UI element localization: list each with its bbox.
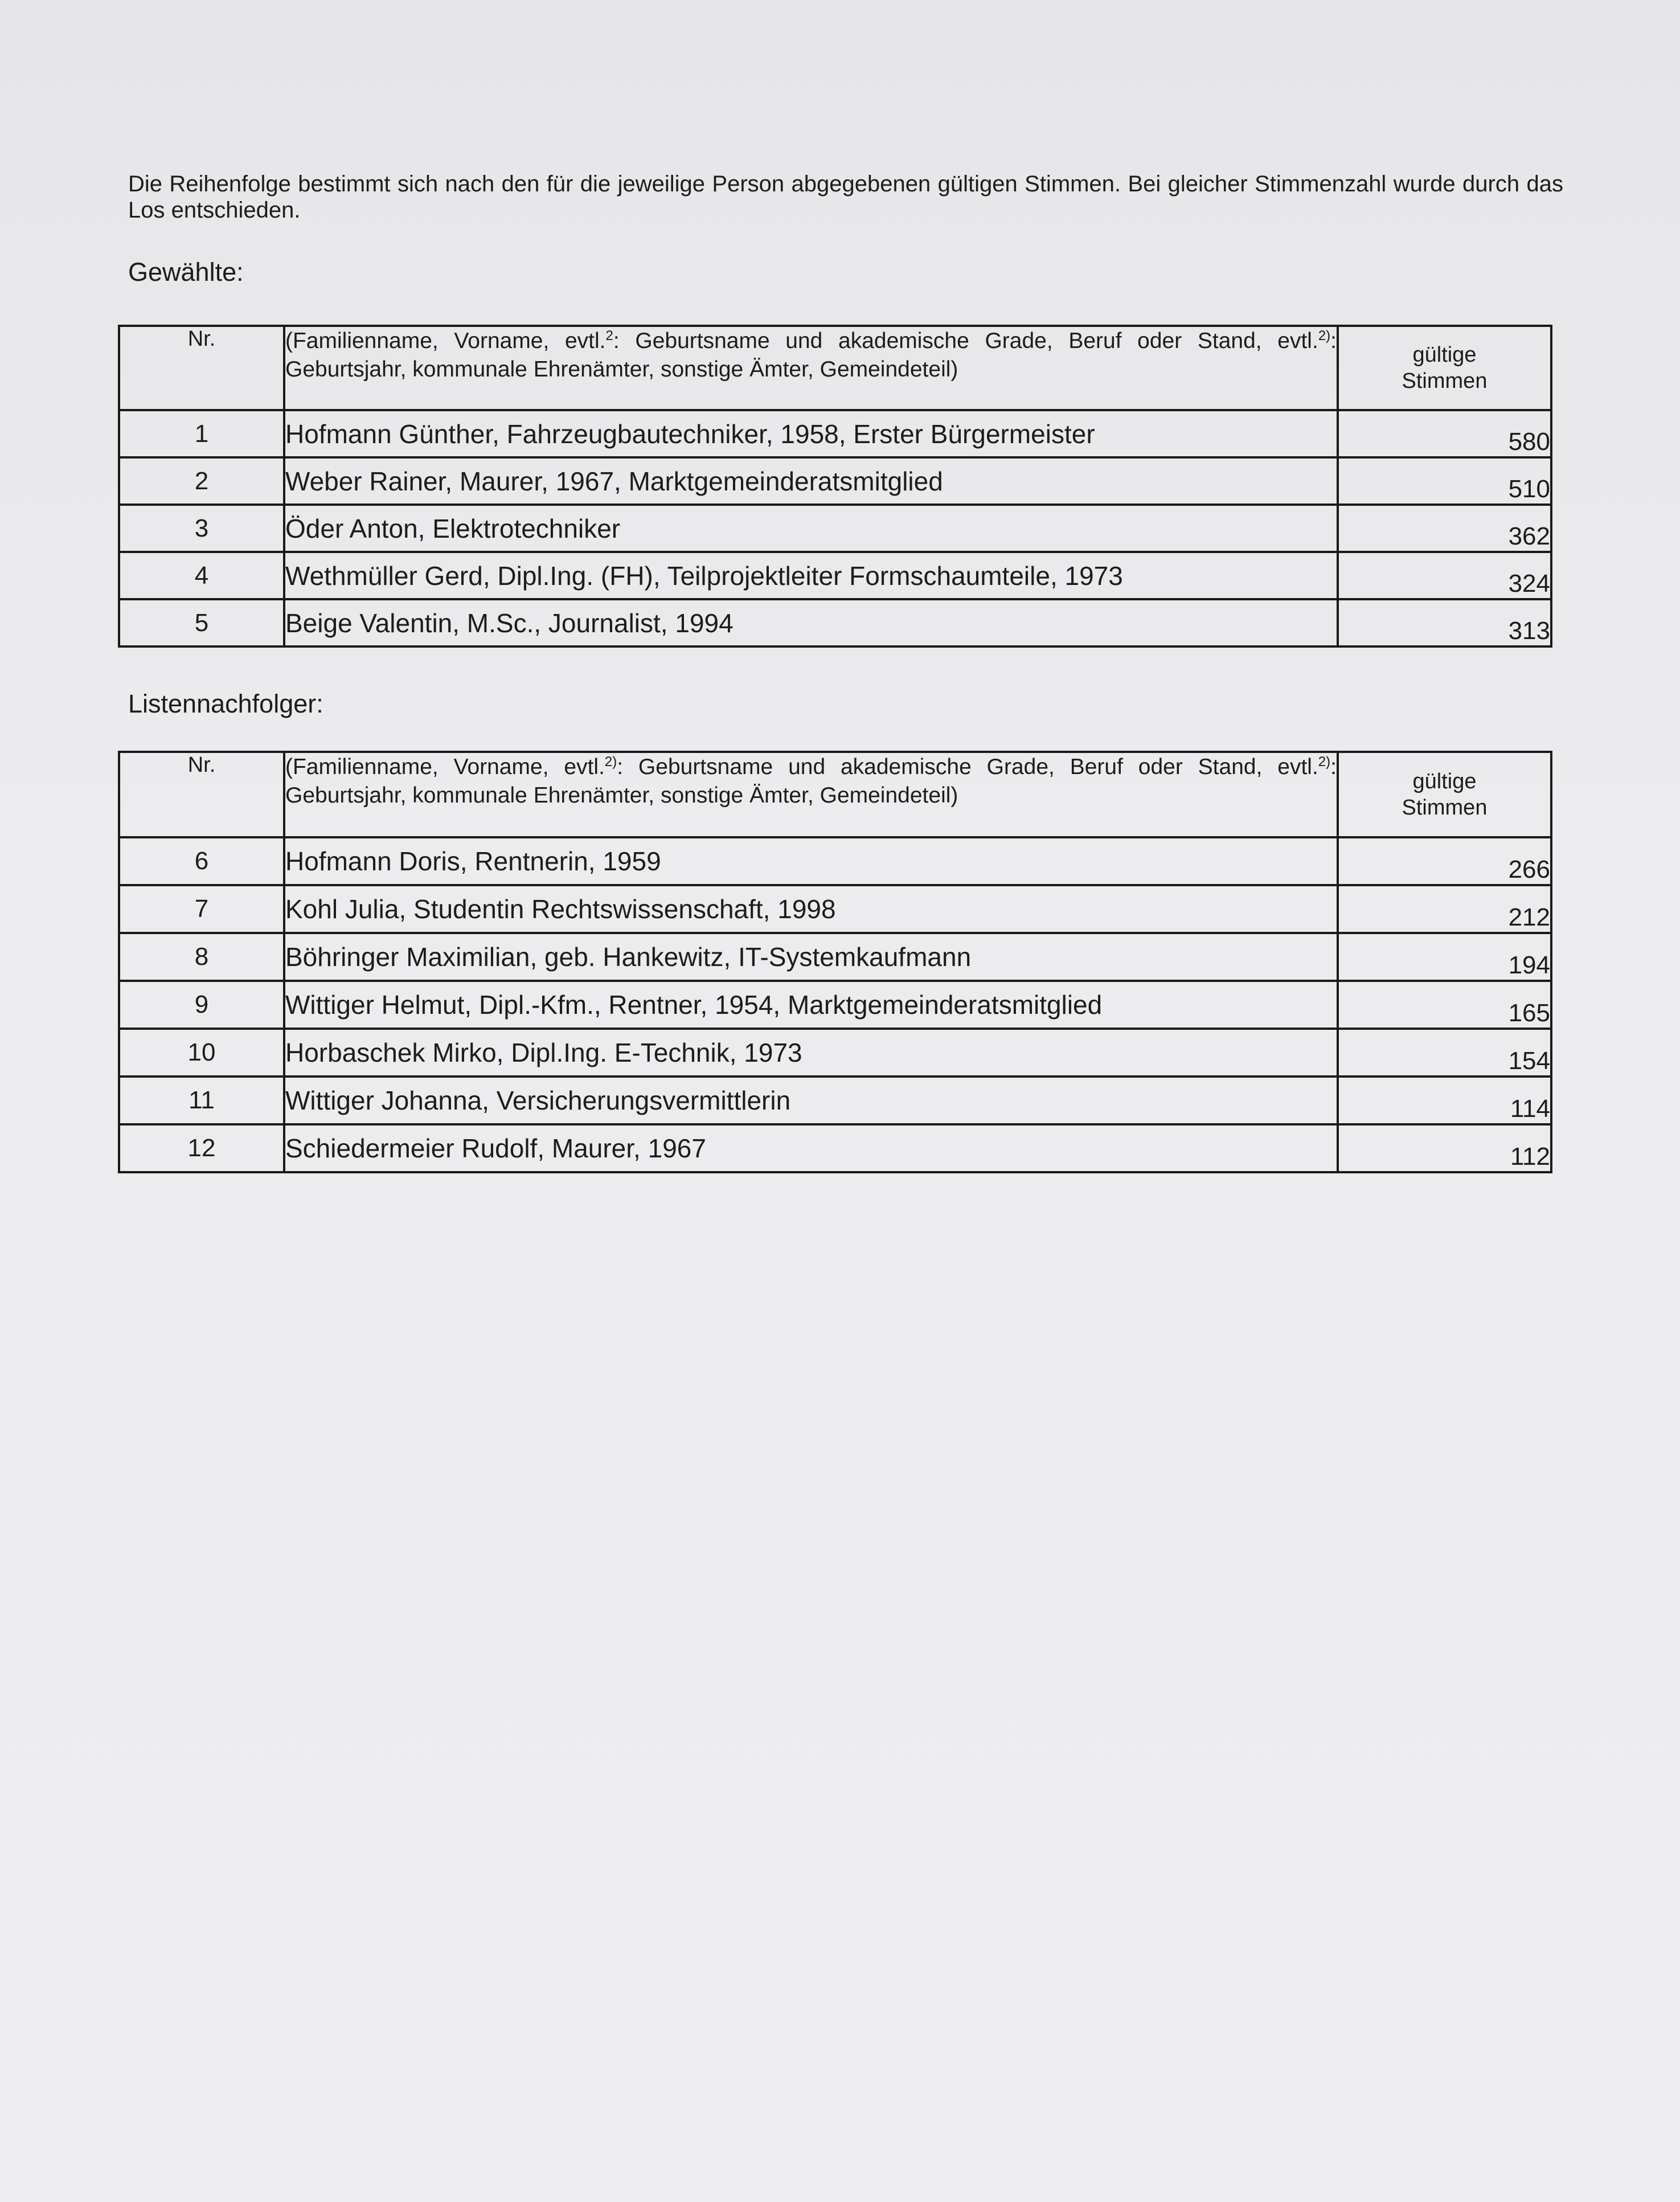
candidate-description: Wethmüller Gerd, Dipl.Ing. (FH), Teilprojektleiter Formschaumteile, 1973 xyxy=(284,552,1338,599)
row-number: 4 xyxy=(119,552,284,599)
table-row xyxy=(119,552,1551,599)
valid-votes: 154 xyxy=(1338,1029,1551,1077)
row-number: 8 xyxy=(119,933,284,981)
candidate-description: Schiedermeier Rudolf, Maurer, 1967 xyxy=(284,1124,1338,1172)
header-votes-line2: Stimmen xyxy=(1402,369,1488,393)
valid-votes: 510 xyxy=(1338,457,1551,505)
table-header-row xyxy=(119,326,1551,410)
intro-paragraph: Die Reihenfolge bestimmt sich nach den für die jeweilige Person abgegebenen gültigen Stimmen. Bei gleicher Stimmenzahl wurde durch das Los entschieden. xyxy=(128,171,1563,223)
header-name-part1: (Familienname, Vorname, evtl. xyxy=(285,329,606,353)
footnote-marker: 2 xyxy=(605,328,613,343)
valid-votes: 580 xyxy=(1338,410,1551,457)
header-nr: Nr. xyxy=(119,326,284,410)
successor-table xyxy=(118,751,1552,1173)
table-row xyxy=(119,505,1551,552)
section-title-gewaehlte: Gewählte: xyxy=(128,257,244,286)
candidate-description: Weber Rainer, Maurer, 1967, Marktgemeinderatsmitglied xyxy=(284,457,1338,505)
row-number: 12 xyxy=(119,1124,284,1172)
header-name-description xyxy=(284,326,1338,410)
candidate-description: Beige Valentin, M.Sc., Journalist, 1994 xyxy=(284,599,1338,646)
candidate-description: Böhringer Maximilian, geb. Hankewitz, IT-Systemkaufmann xyxy=(284,933,1338,981)
table-row xyxy=(119,1077,1551,1124)
valid-votes: 114 xyxy=(1338,1077,1551,1124)
table-row xyxy=(119,1029,1551,1077)
table-row xyxy=(119,599,1551,646)
candidate-description: Hofmann Günther, Fahrzeugbautechniker, 1958, Erster Bürgermeister xyxy=(284,410,1338,457)
valid-votes: 266 xyxy=(1338,837,1551,885)
table-header-row xyxy=(119,752,1551,837)
header-votes xyxy=(1338,326,1551,410)
elected-table xyxy=(118,325,1552,648)
valid-votes: 165 xyxy=(1338,981,1551,1029)
row-number: 10 xyxy=(119,1029,284,1077)
valid-votes: 112 xyxy=(1338,1124,1551,1172)
section-title-listennachfolger: Listennachfolger: xyxy=(128,689,323,718)
row-number: 5 xyxy=(119,599,284,646)
elected-table-body xyxy=(119,410,1551,646)
candidate-description: Kohl Julia, Studentin Rechtswissenschaft, 1998 xyxy=(284,885,1338,933)
header-name-part1: (Familienname, Vorname, evtl. xyxy=(285,755,605,779)
footnote-marker: 2) xyxy=(1318,328,1331,343)
table-row xyxy=(119,981,1551,1029)
table-row xyxy=(119,933,1551,981)
table-row xyxy=(119,885,1551,933)
footnote-marker: 2) xyxy=(604,754,617,770)
row-number: 2 xyxy=(119,457,284,505)
row-number: 11 xyxy=(119,1077,284,1124)
row-number: 6 xyxy=(119,837,284,885)
footnote-marker: 2) xyxy=(1318,754,1331,770)
successor-table-body xyxy=(119,837,1551,1172)
header-votes-line1: gültige xyxy=(1412,343,1477,367)
table-row xyxy=(119,457,1551,505)
header-name-part3: : Geburtsjahr, kommunale Ehrenämter, sonstige Ämter, Gemeindeteil) xyxy=(285,755,1337,808)
candidate-description: Wittiger Helmut, Dipl.-Kfm., Rentner, 1954, Marktgemeinderatsmitglied xyxy=(284,981,1338,1029)
header-name-part2: : Geburtsname und akademische Grade, Beruf oder Stand, evtl. xyxy=(613,329,1318,353)
table-row xyxy=(119,1124,1551,1172)
header-votes-line2: Stimmen xyxy=(1402,796,1488,820)
header-name-part3: : Geburtsjahr, kommunale Ehrenämter, sonstige Ämter, Gemeindeteil) xyxy=(285,329,1337,382)
candidate-description: Horbaschek Mirko, Dipl.Ing. E-Technik, 1973 xyxy=(284,1029,1338,1077)
valid-votes: 313 xyxy=(1338,599,1551,646)
candidate-description: Öder Anton, Elektrotechniker xyxy=(284,505,1338,552)
row-number: 7 xyxy=(119,885,284,933)
valid-votes: 212 xyxy=(1338,885,1551,933)
header-nr: Nr. xyxy=(119,752,284,837)
table-row xyxy=(119,410,1551,457)
header-name-part2: : Geburtsname und akademische Grade, Beruf oder Stand, evtl. xyxy=(617,755,1318,779)
header-votes xyxy=(1338,752,1551,837)
row-number: 3 xyxy=(119,505,284,552)
row-number: 9 xyxy=(119,981,284,1029)
valid-votes: 194 xyxy=(1338,933,1551,981)
row-number: 1 xyxy=(119,410,284,457)
header-votes-line1: gültige xyxy=(1412,770,1477,793)
header-name-description xyxy=(284,752,1338,837)
valid-votes: 324 xyxy=(1338,552,1551,599)
candidate-description: Wittiger Johanna, Versicherungsvermittlerin xyxy=(284,1077,1338,1124)
table-row xyxy=(119,837,1551,885)
candidate-description: Hofmann Doris, Rentnerin, 1959 xyxy=(284,837,1338,885)
valid-votes: 362 xyxy=(1338,505,1551,552)
